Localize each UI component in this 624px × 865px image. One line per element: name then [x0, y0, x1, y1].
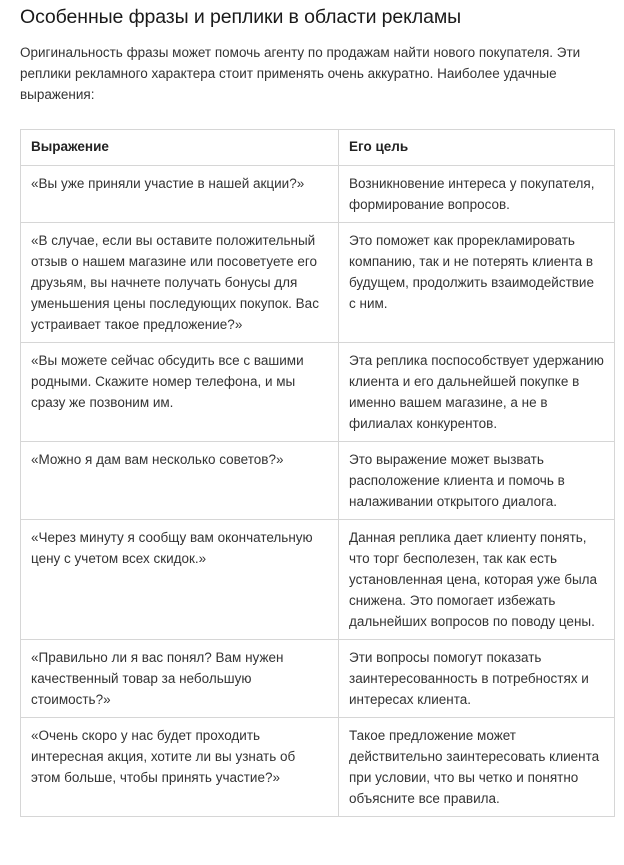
- table-row: [21, 718, 615, 817]
- expression-cell: «Очень скоро у нас будет проходить интересная акция, хотите ли вы узнать об этом больше, чтобы принять участие?»: [21, 718, 339, 817]
- expression-cell: «Вы можете сейчас обсудить все с вашими родными. Скажите номер телефона, и мы сразу же позвоним им.: [21, 343, 339, 442]
- table-row: [21, 640, 615, 718]
- table-row: [21, 166, 615, 223]
- column-header-purpose: Его цель: [339, 130, 615, 166]
- intro-paragraph: Оригинальность фразы может помочь агенту по продажам найти нового покупателя. Эти реплики рекламного характера стоит применять очень аккуратно. Наиболее удачные выражения:: [20, 45, 581, 102]
- phrases-table: [20, 129, 615, 817]
- table-row: [21, 442, 615, 520]
- expression-cell: «В случае, если вы оставите положительный отзыв о нашем магазине или посоветуете его друзьям, вы начнете получать бонусы для уменьшения цены последующих покупок. Вас устраивает такое предложение?»: [21, 223, 339, 343]
- expression-cell: «Можно я дам вам несколько советов?»: [21, 442, 339, 520]
- purpose-cell: Такое предложение может действительно заинтересовать клиента при условии, что вы четко и понятно объясните все правила.: [339, 718, 615, 817]
- purpose-cell: Возникновение интереса у покупателя, формирование вопросов.: [339, 166, 615, 223]
- purpose-cell: Эта реплика поспособствует удержанию клиента и его дальнейшей покупке в именно вашем магазине, а не в филиалах конкурентов.: [339, 343, 615, 442]
- expression-cell: «Вы уже приняли участие в нашей акции?»: [21, 166, 339, 223]
- purpose-cell: Эти вопросы помогут показать заинтересованность в потребностях и интересах клиента.: [339, 640, 615, 718]
- purpose-cell: Это выражение может вызвать расположение клиента и помочь в налаживании открытого диалога.: [339, 442, 615, 520]
- expression-cell: «Правильно ли я вас понял? Вам нужен качественный товар за небольшую стоимость?»: [21, 640, 339, 718]
- expression-cell: «Через минуту я сообщу вам окончательную цену с учетом всех скидок.»: [21, 520, 339, 640]
- table-header-row: [21, 130, 615, 166]
- purpose-cell: Это поможет как прорекламировать компанию, так и не потерять клиента в будущем, продолжить взаимодействие с ним.: [339, 223, 615, 343]
- table-row: [21, 343, 615, 442]
- table-row: [21, 520, 615, 640]
- page-title: Особенные фразы и реплики в области рекламы: [20, 6, 462, 28]
- column-header-expression: Выражение: [21, 130, 339, 166]
- table-row: [21, 223, 615, 343]
- purpose-cell: Данная реплика дает клиенту понять, что торг бесполезен, так как есть установленная цена, которая уже была снижена. Это помогает избежать дальнейших вопросов по поводу цены.: [339, 520, 615, 640]
